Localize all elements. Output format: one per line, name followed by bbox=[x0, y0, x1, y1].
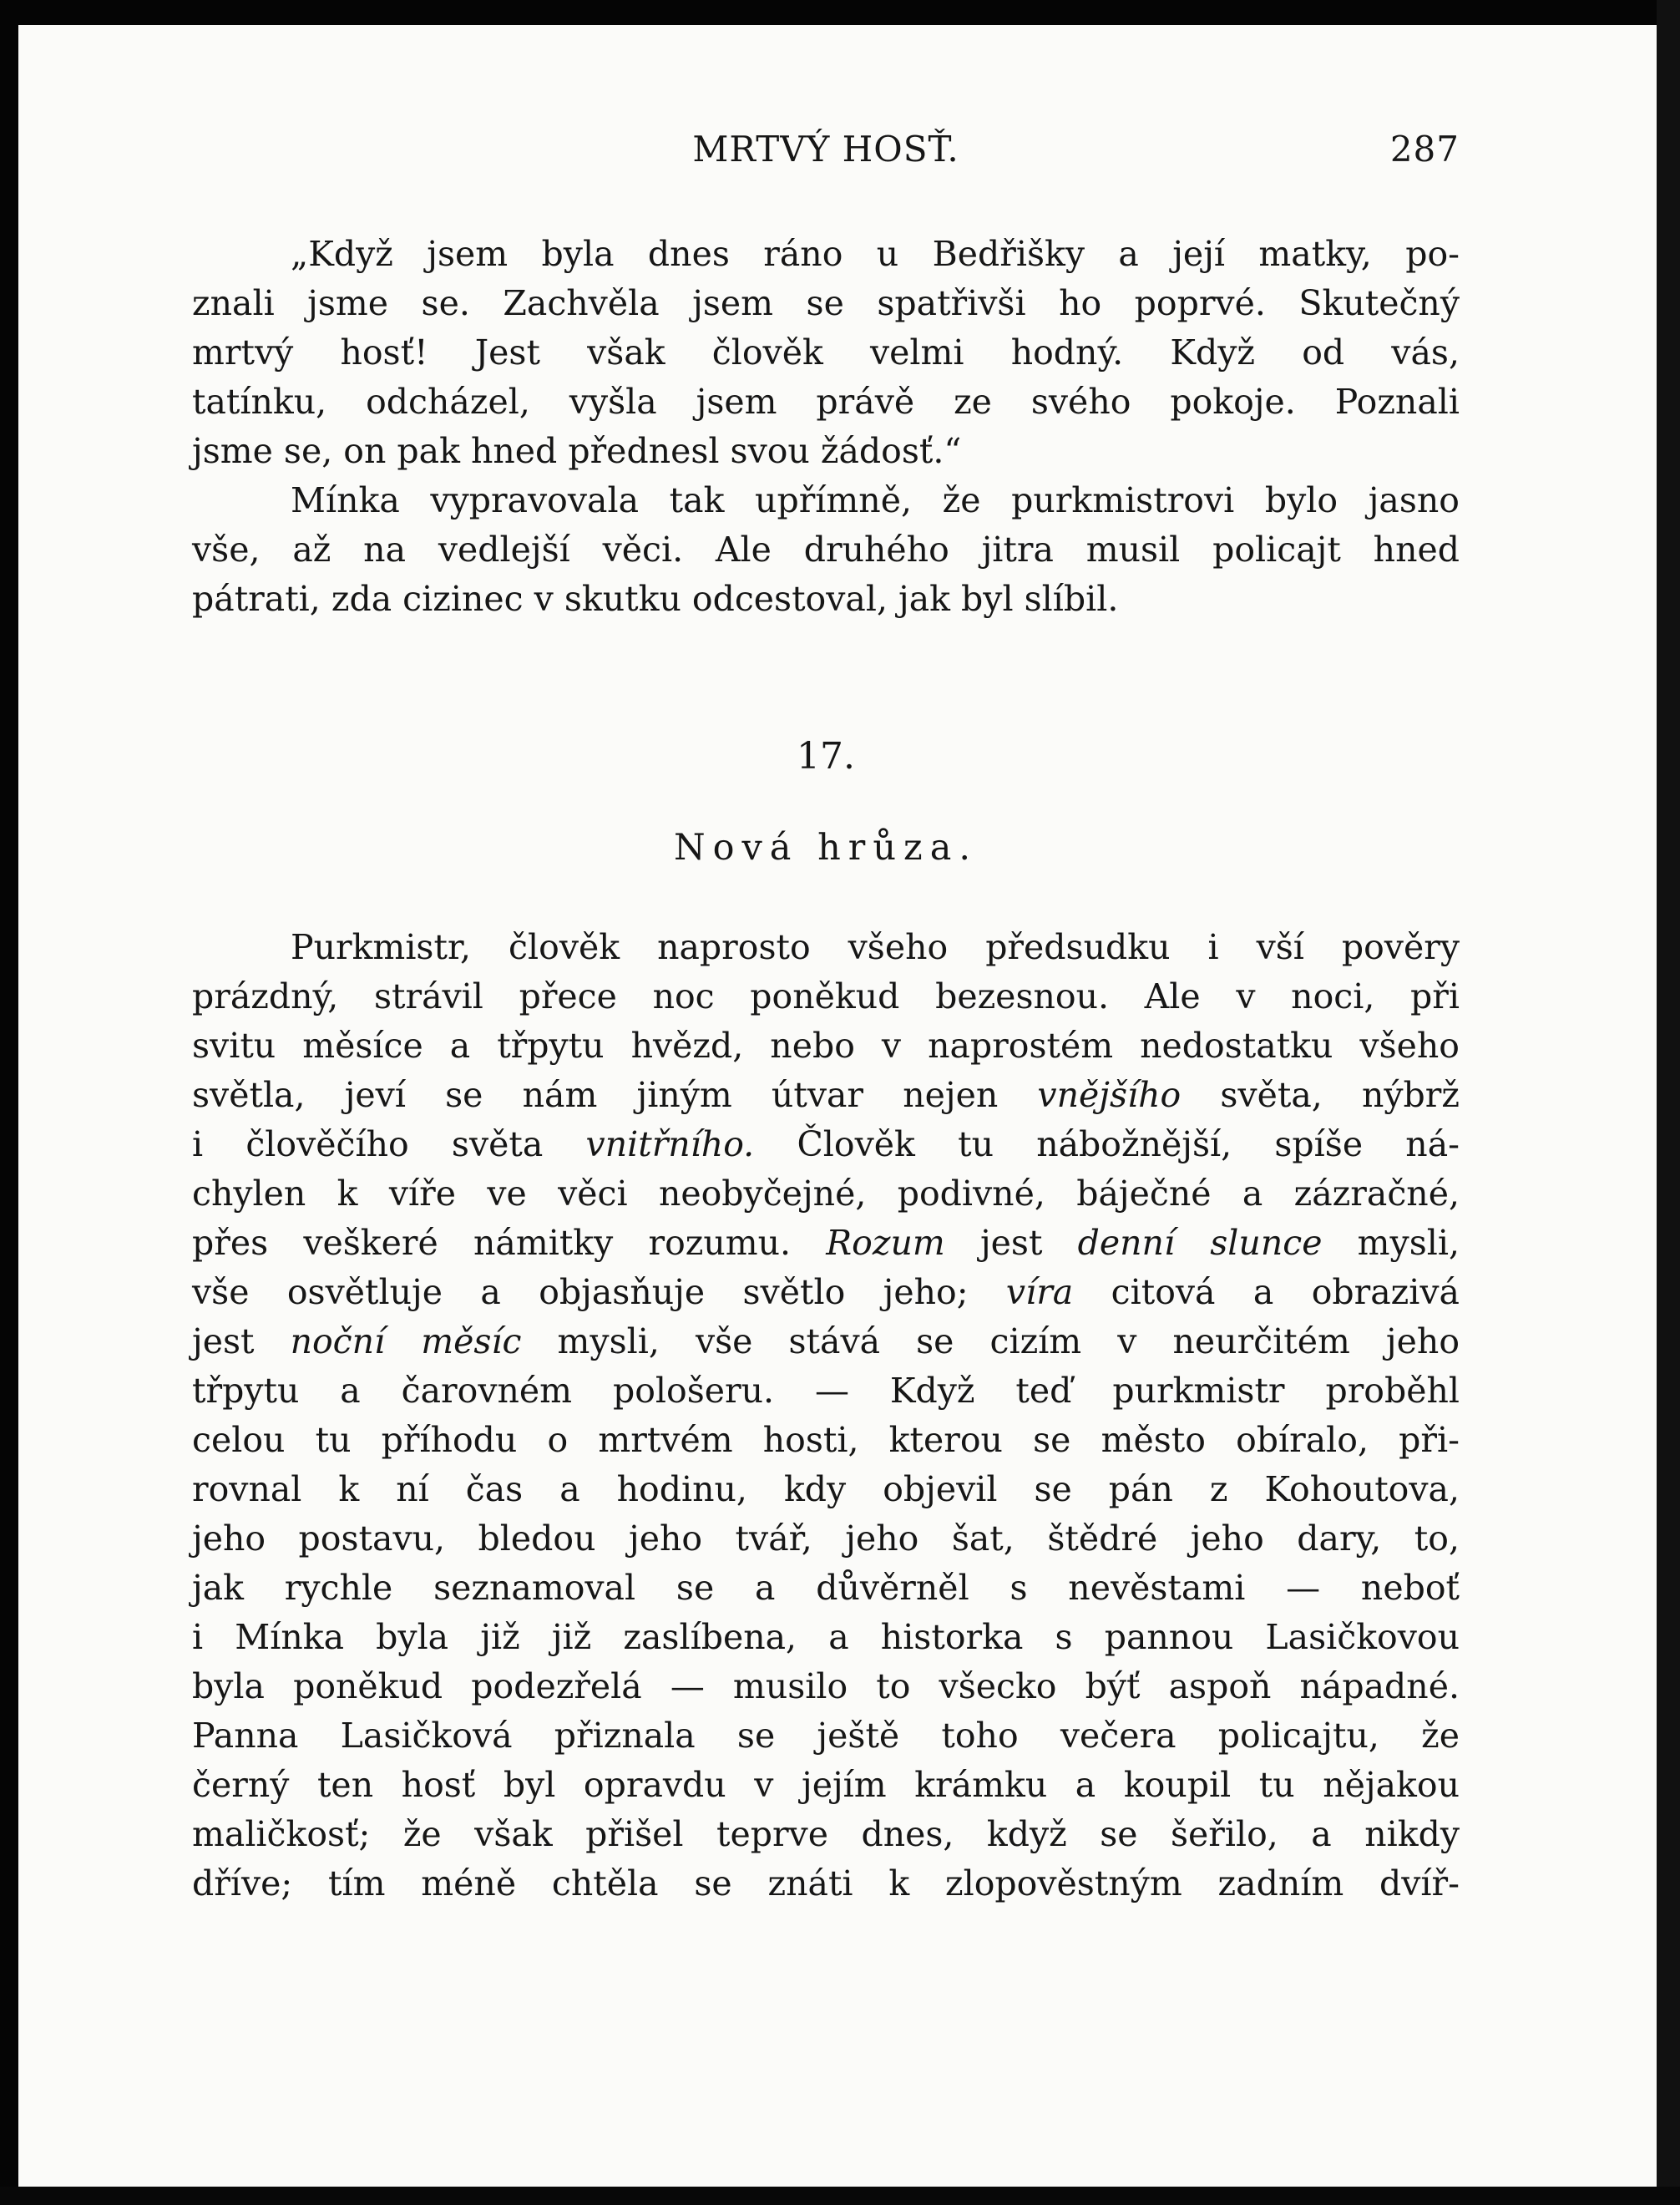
italic-emphasis: Rozum bbox=[826, 1223, 945, 1263]
running-title: MRTVÝ HOSŤ. bbox=[692, 129, 959, 170]
text-run: i člověčího světa bbox=[192, 1124, 586, 1164]
text-line: mrtvý hosť! Jest však člověk velmi hodný. Když od vás, bbox=[192, 332, 1460, 373]
text-line: celou tu příhodu o mrtvém hosti, kterou se město obíralo, při- bbox=[192, 1420, 1460, 1460]
paragraph-quote bbox=[192, 234, 1460, 480]
text-line: černý ten hosť byl opravdu v jejím krámku a koupil tu nějakou bbox=[192, 1765, 1460, 1805]
paragraph-minka bbox=[192, 480, 1460, 628]
paragraph-purkmistr bbox=[192, 927, 1460, 1913]
text-run: přes veškeré námitky rozumu. bbox=[192, 1223, 827, 1263]
text-line: byla poněkud podezřelá — musilo to všecko býť aspoň nápadné. bbox=[192, 1666, 1460, 1706]
page-edge-shadow bbox=[1657, 0, 1680, 2205]
text-line: svitu měsíce a třpytu hvězd, nebo v naprostém nedostatku všeho bbox=[192, 1026, 1460, 1066]
text-line: Mínka vypravovala tak upřímně, že purkmistrovi bylo jasno bbox=[291, 480, 1460, 520]
italic-emphasis: víra bbox=[1005, 1272, 1074, 1312]
text-line: prázdný, strávil přece noc poněkud bezesnou. Ale v noci, při bbox=[192, 976, 1460, 1016]
text-line bbox=[192, 1223, 1460, 1272]
chapter-title: Nová hrůza. bbox=[673, 827, 978, 869]
italic-emphasis: noční měsíc bbox=[290, 1321, 522, 1361]
text-line bbox=[192, 1124, 1460, 1173]
text-run: mysli, bbox=[1322, 1223, 1460, 1263]
text-line: tatínku, odcházel, vyšla jsem právě ze svého pokoje. Poznali bbox=[192, 382, 1460, 422]
text-line bbox=[192, 1321, 1460, 1371]
page-bottom-shadow bbox=[0, 2187, 1680, 2205]
text-line: jeho postavu, bledou jeho tvář, jeho šat, štědré jeho dary, to, bbox=[192, 1518, 1460, 1559]
text-line: vše, až na vedlejší věci. Ale druhého jitra musil policajt hned bbox=[192, 530, 1460, 570]
text-line: jak rychle seznamoval se a důvěrněl s nevěstami — neboť bbox=[192, 1568, 1460, 1608]
text-line: chylen k víře ve věci neobyčejné, podivné, báječné a zázračné, bbox=[192, 1173, 1460, 1214]
text-line: Panna Lasičková přiznala se ještě toho večera policajtu, že bbox=[192, 1716, 1460, 1756]
italic-emphasis: vnitřního. bbox=[585, 1124, 755, 1164]
text-line: dříve; tím méně chtěla se znáti k zlopověstným zadním dvíř- bbox=[192, 1863, 1460, 1903]
text-line: maličkosť; že však přišel teprve dnes, když se šeřilo, a nikdy bbox=[192, 1814, 1460, 1854]
text-line: „Když jsem byla dnes ráno u Bedřišky a její matky, po- bbox=[291, 234, 1460, 274]
text-run: mysli, vše stává se cizím v neurčitém jeho bbox=[521, 1321, 1460, 1361]
text-line bbox=[192, 1272, 1460, 1321]
text-line: Purkmistr, člověk naprosto všeho předsudku i vší pověry bbox=[291, 927, 1460, 967]
italic-emphasis: vnějšího bbox=[1037, 1075, 1182, 1115]
text-run: citová a obrazivá bbox=[1073, 1272, 1460, 1312]
text-run: Člověk tu nábožnější, spíše ná- bbox=[754, 1124, 1460, 1164]
running-head bbox=[192, 129, 1460, 179]
text-line bbox=[192, 1075, 1460, 1124]
text-line: rovnal k ní čas a hodinu, kdy objevil se pán z Kohoutova, bbox=[192, 1469, 1460, 1509]
text-line: pátrati, zda cizinec v skutku odcestoval, jak byl slíbil. bbox=[192, 579, 1119, 619]
text-line: i Mínka byla již již zaslíbena, a historka s pannou Lasičkovou bbox=[192, 1617, 1460, 1657]
chapter-number: 17. bbox=[797, 735, 855, 778]
text-run: jest bbox=[192, 1321, 291, 1361]
text-run: světla, jeví se nám jiným útvar nejen bbox=[192, 1075, 1038, 1115]
text-run: vše osvětluje a objasňuje světlo jeho; bbox=[192, 1272, 1006, 1312]
text-line: znali jsme se. Zachvěla jsem se spatřivši ho poprvé. Skutečný bbox=[192, 283, 1460, 323]
text-run: jest bbox=[944, 1223, 1078, 1263]
text-run: světa, nýbrž bbox=[1181, 1075, 1460, 1115]
text-line: jsme se, on pak hned přednesl svou žádosť.“ bbox=[192, 431, 962, 471]
text-line: třpytu a čarovném pološeru. — Když teď purkmistr proběhl bbox=[192, 1371, 1460, 1411]
page-number: 287 bbox=[1389, 129, 1460, 170]
italic-emphasis: denní slunce bbox=[1077, 1223, 1323, 1263]
